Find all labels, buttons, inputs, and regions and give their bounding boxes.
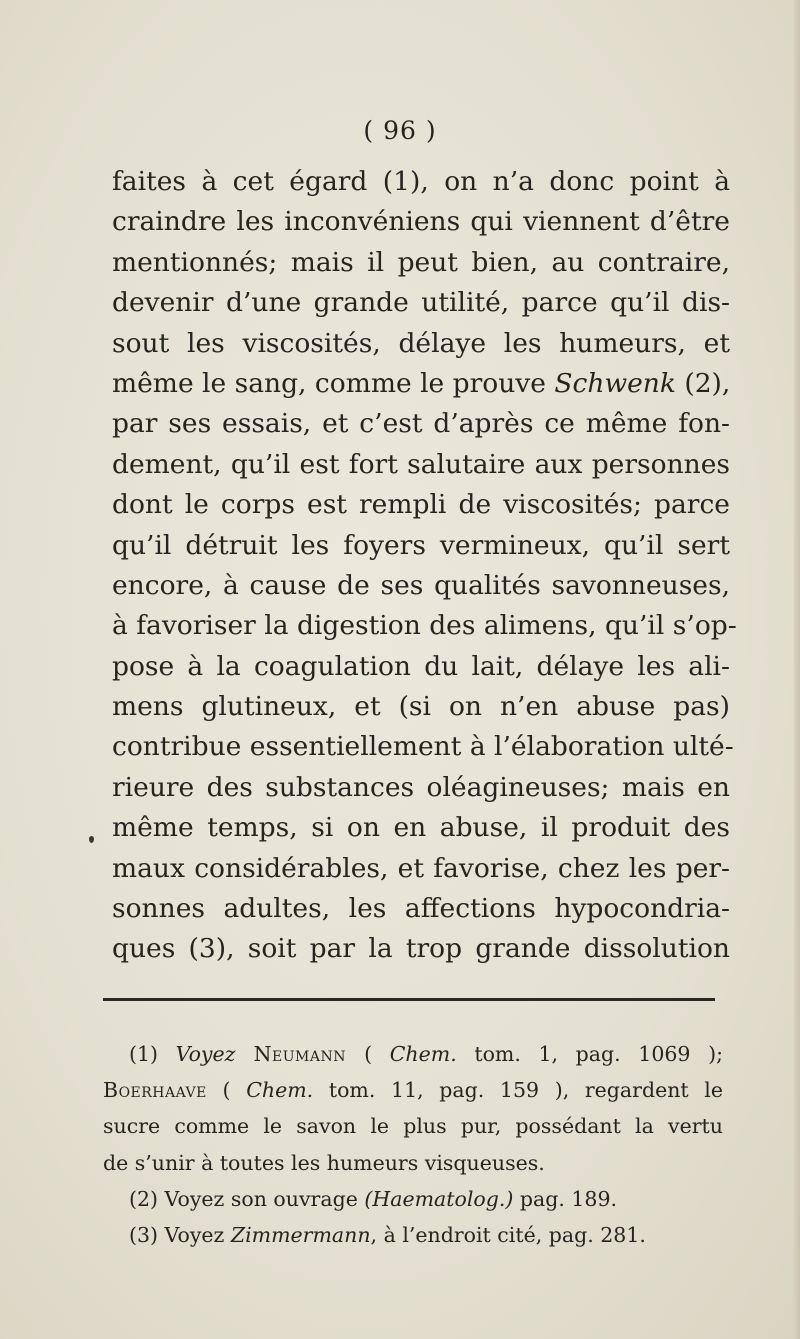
page-number: ( 96 )	[363, 116, 437, 145]
author-neumann: Neumann	[235, 1042, 365, 1066]
text-line: mens glutineux, et (si on n’en abuse pas)	[112, 691, 730, 723]
text-line	[112, 364, 730, 404]
work-title: (Haematolog.)	[364, 1186, 514, 1211]
text-line: maux considérables, et favorise, chez les per-	[112, 852, 730, 884]
text-line: dement, qu’il est fort salutaire aux personnes	[112, 448, 730, 480]
text-line: craindre les inconvéniens qui viennent d’être	[112, 206, 730, 238]
citation: , à l’endroit cité, pag. 281.	[370, 1222, 646, 1247]
text-line: encore, à cause de ses qualités savonneuses,	[112, 569, 730, 601]
footnote-text: (2) Voyez son ouvrage	[129, 1186, 365, 1211]
author-name-schwenk: Schwenk	[554, 367, 676, 399]
text-line: devenir d’une grande utilité, parce qu’il dis-	[112, 287, 730, 319]
work-title: Chem.	[246, 1078, 314, 1103]
footnote-1-line: de s’unir à toutes les humeurs visqueuses.	[103, 1150, 545, 1175]
text-line: à favoriser la digestion des alimens, qu’il s’op-	[112, 610, 737, 642]
paren: (	[206, 1078, 247, 1103]
footnote-text: (3) Voyez	[129, 1222, 231, 1247]
footnote-1-line	[103, 1036, 723, 1072]
body-text	[112, 162, 737, 970]
text-line: par ses essais, et c’est d’après ce même fon-	[112, 408, 730, 440]
page-edge	[794, 0, 800, 1339]
footnote-1-line: sucre comme le savon le plus pur, possédant la vertu	[103, 1114, 723, 1139]
text-line: sonnes adultes, les affections hypocondria-	[112, 893, 730, 925]
footnote-1-line	[103, 1072, 723, 1108]
citation: tom. 11, pag. 159 ), regardent le	[313, 1078, 723, 1103]
citation: pag. 189.	[513, 1186, 618, 1211]
footnote-2	[103, 1181, 723, 1217]
voyez: Voyez	[175, 1042, 236, 1066]
author-zimmermann: Zimmermann	[230, 1222, 371, 1247]
footnote-ref: (2),	[675, 367, 731, 399]
margin-mark-icon	[89, 836, 94, 843]
text-line: contribue essentiellement à l’élaboration ulté-	[112, 731, 734, 763]
text-line: même temps, si on en abuse, il produit des	[112, 812, 730, 844]
text-line: pose à la coagulation du lait, délaye les ali-	[112, 650, 730, 682]
text-line: mentionnés; mais il peut bien, au contraire,	[112, 246, 730, 278]
text-line: ques (3), soit par la trop grande dissolution	[112, 933, 730, 965]
author-boerhaave: Boerhaave	[103, 1078, 207, 1103]
footnote-rule	[103, 998, 715, 1001]
text-line-start: même le sang, comme le prouve	[112, 367, 555, 399]
work-title: Chem.	[389, 1042, 457, 1066]
text-line: qu’il détruit les foyers vermineux, qu’il sert	[112, 529, 730, 561]
footnotes	[103, 1036, 723, 1253]
paren: (	[364, 1042, 390, 1066]
text-line: dont le corps est rempli de viscosités; parce	[112, 489, 730, 521]
footnote-marker: (1)	[129, 1042, 176, 1066]
text-line: faites à cet égard (1), on n’a donc point à	[112, 166, 730, 197]
text-line: rieure des substances oléagineuses; mais en	[112, 771, 730, 803]
footnote-3	[103, 1217, 723, 1253]
text-line: sout les viscosités, délaye les humeurs, et	[112, 327, 730, 359]
citation: tom. 1, pag. 1069 );	[456, 1042, 723, 1066]
